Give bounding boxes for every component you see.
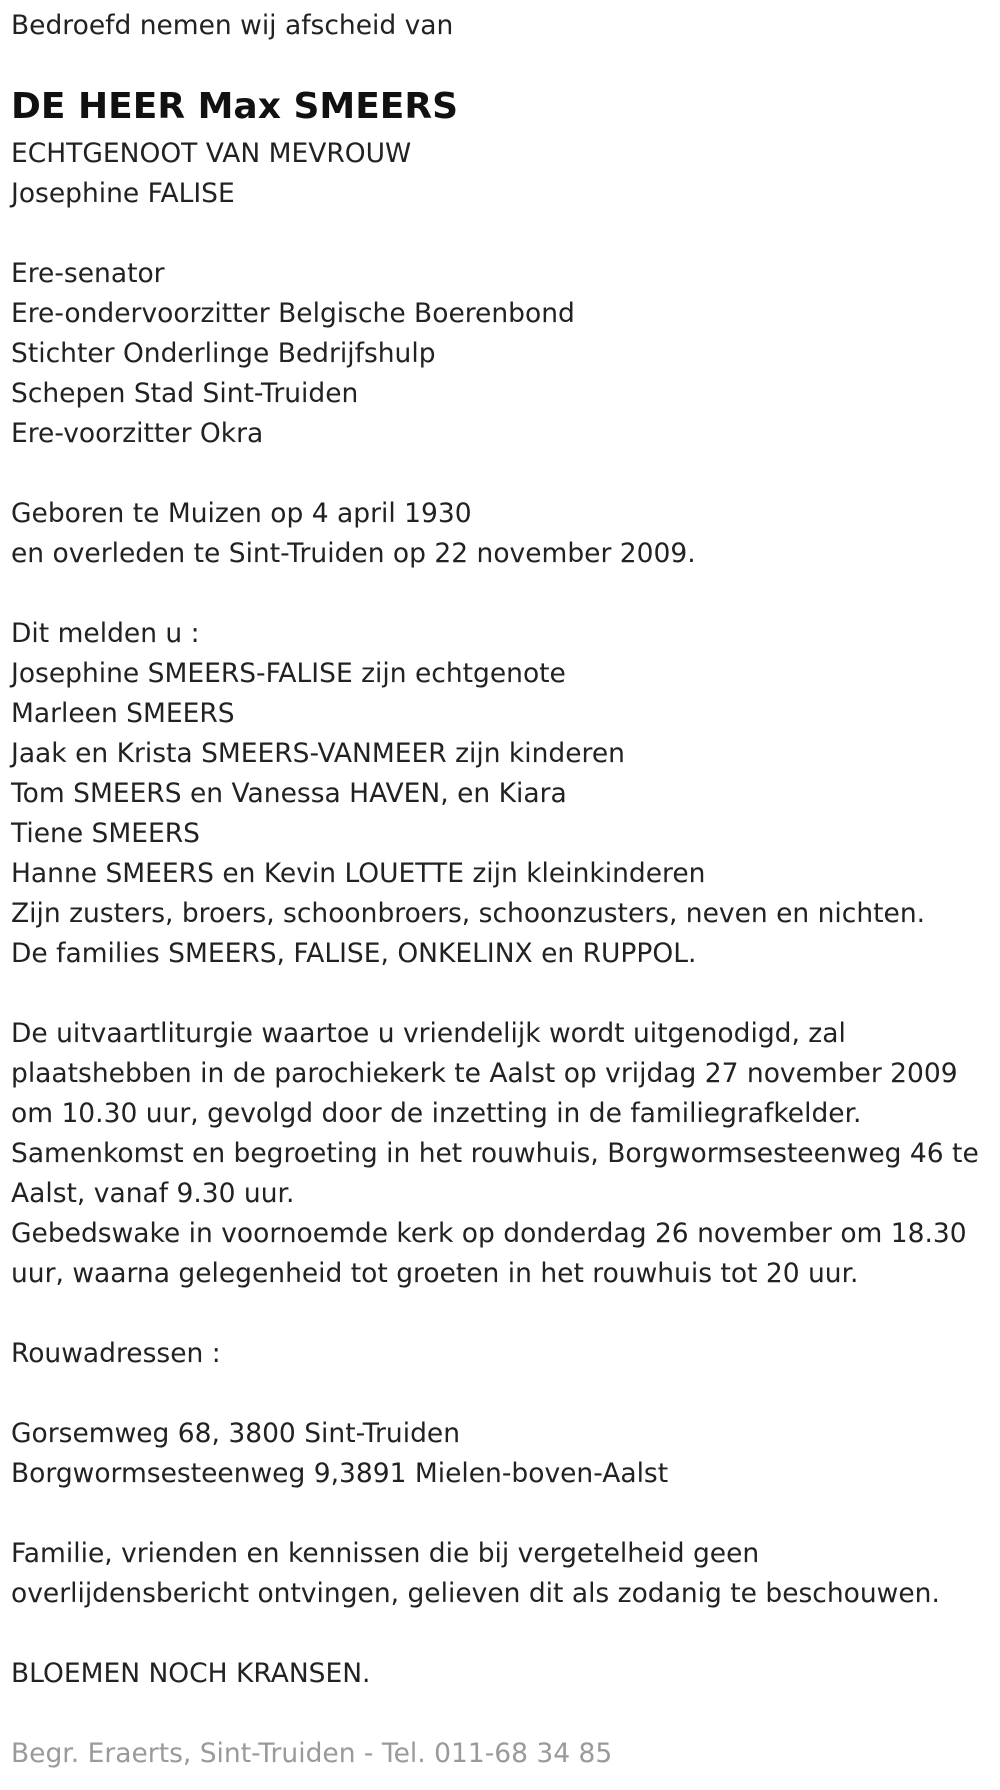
address-line: Borgwormsesteenweg 9,3891 Mielen-boven-Aalst (11, 1458, 669, 1489)
notice-line: Familie, vrienden en kennissen die bij vergetelheid geen (11, 1538, 760, 1569)
death-line: en overleden te Sint-Truiden op 22 november 2009. (11, 538, 696, 569)
deceased-name: DE HEER Max SMEERS (11, 86, 459, 127)
addresses-heading: Rouwadressen : (11, 1338, 221, 1369)
title-line: Ere-ondervoorzitter Belgische Boerenbond (11, 298, 575, 329)
notice-line: overlijdensbericht ontvingen, gelieven dit als zodanig te beschouwen. (11, 1578, 940, 1609)
family-announcement-block (11, 614, 925, 974)
intro-text: Bedroefd nemen wij afscheid van (11, 10, 454, 41)
family-line: Tom SMEERS en Vanessa HAVEN, en Kiara (11, 778, 567, 809)
ceremony-line: Gebedswake in voornoemde kerk op donderdag 26 november om 18.30 (11, 1218, 967, 1249)
family-line: Jaak en Krista SMEERS-VANMEER zijn kinderen (11, 738, 625, 769)
spouse-line: ECHTGENOOT VAN MEVROUW (11, 138, 412, 169)
spouse-block (11, 134, 411, 214)
birth-line: Geboren te Muizen op 4 april 1930 (11, 498, 472, 529)
dates-block (11, 494, 696, 574)
addresses-block (11, 1414, 668, 1494)
title-line: Ere-senator (11, 258, 165, 289)
family-line: Tiene SMEERS (11, 818, 200, 849)
family-line: Zijn zusters, broers, schoonbroers, schoonzusters, neven en nichten. (11, 898, 926, 929)
family-line: Marleen SMEERS (11, 698, 235, 729)
ceremony-line: Samenkomst en begroeting in het rouwhuis, Borgwormsesteenweg 46 te (11, 1138, 979, 1169)
flowers-notice: BLOEMEN NOCH KRANSEN. (11, 1658, 371, 1689)
funeral-director-footer: Begr. Eraerts, Sint-Truiden - Tel. 011-68 34 85 (11, 1738, 613, 1769)
title-line: Schepen Stad Sint-Truiden (11, 378, 359, 409)
notice-block (11, 1534, 940, 1614)
address-line: Gorsemweg 68, 3800 Sint-Truiden (11, 1418, 460, 1449)
family-line: Hanne SMEERS en Kevin LOUETTE zijn kleinkinderen (11, 858, 706, 889)
announce-heading: Dit melden u : (11, 618, 200, 649)
ceremony-line: plaatshebben in de parochiekerk te Aalst op vrijdag 27 november 2009 (11, 1058, 958, 1089)
ceremony-block (11, 1014, 979, 1294)
ceremony-line: uur, waarna gelegenheid tot groeten in het rouwhuis tot 20 uur. (11, 1258, 859, 1289)
title-line: Ere-voorzitter Okra (11, 418, 264, 449)
spouse-line: Josephine FALISE (11, 178, 235, 209)
titles-block (11, 254, 575, 454)
family-line: Josephine SMEERS-FALISE zijn echtgenote (11, 658, 566, 689)
ceremony-line: De uitvaartliturgie waartoe u vriendelijk wordt uitgenodigd, zal (11, 1018, 846, 1049)
family-line: De families SMEERS, FALISE, ONKELINX en RUPPOL. (11, 938, 697, 969)
ceremony-line: Aalst, vanaf 9.30 uur. (11, 1178, 295, 1209)
title-line: Stichter Onderlinge Bedrijfshulp (11, 338, 436, 369)
ceremony-line: om 10.30 uur, gevolgd door de inzetting in de familiegrafkelder. (11, 1098, 862, 1129)
